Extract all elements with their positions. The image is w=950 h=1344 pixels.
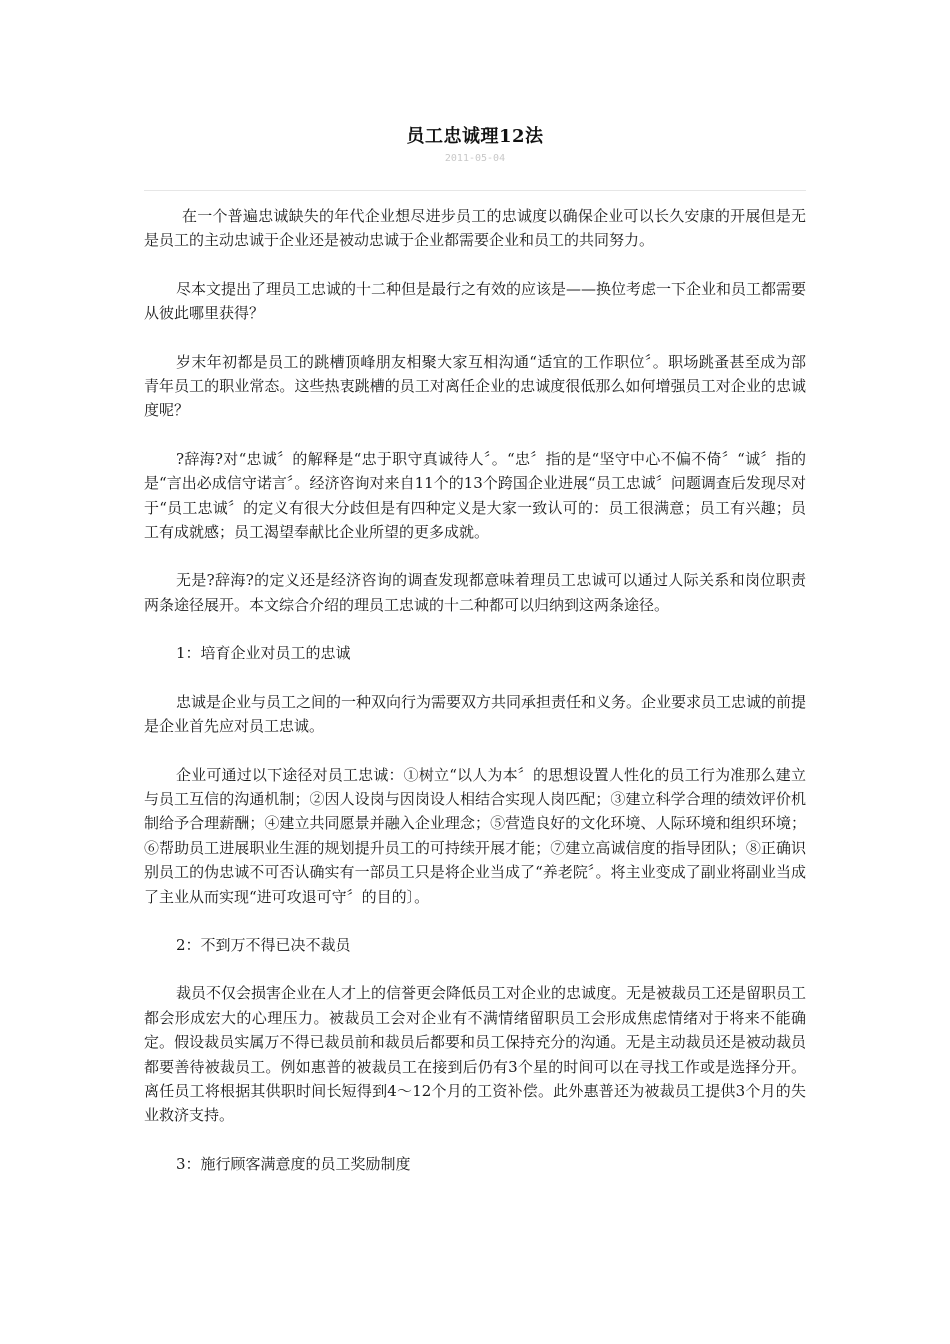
paragraph-loyalty-methods: 企业可通过以下途径对员工忠诚：①树立“以人为本〞的思想设置人性化的员工行为准那么建立与员工互信的沟通机制；②因人设岗与因岗设人相结合实现人岗匹配；③建立科学合理的绩效评价机制给予合理薪酬；④建立共同愿景并融入企业理念；⑤营造良好的文化环境、人际环境和组织环境；⑥帮助员工进展职业生涯的规划提升员工的可持续开展才能；⑦建立高诚信度的指导团队；⑧正确识别员工的伪忠诚不可否认确实有一部员工只是将企业当成了“养老院〞。将主业变成了副业将副业当成了主业从而实现“进可攻退可守〞的目的〕。 — [144, 765, 806, 906]
paragraph-intro: 在一个普遍忠诚缺失的年代企业想尽进步员工的忠诚度以确保企业可以长久安康的开展但是无是员工的主动忠诚于企业还是被动忠诚于企业都需要企业和员工的共同努力。 — [144, 207, 806, 250]
paragraph-layoffs: 裁员不仅会损害企业在人才上的信誉更会降低员工对企业的忠诚度。无是被裁员工还是留职员工都会形成宏大的心理压力。被裁员工会对企业有不满情绪留职员工会形成焦虑情绪对于将来不能确定。假设裁员实属万不得已裁员前和裁员后都要和员工保持充分的沟通。无是主动裁员还是被动裁员都要善待被裁员工。例如惠普的被裁员工在接到后仍有3个星的时间可以在寻找工作或是选择分开。离任员工将根据其供职时间长短得到4～12个月的工资补偿。此外惠普还为被裁员工提供3个月的失业救济支持。 — [144, 984, 807, 1125]
section-heading-1: 1：培育企业对员工的忠诚 — [176, 644, 351, 663]
article-date: 2011-05-04 — [444, 153, 506, 164]
paragraph-definition: ?辞海?对“忠诚〞的解释是“忠于职守真诚待人〞。“忠〞指的是“坚守中心不偏不倚〞“诚〞指的是“言出必成信守诺言〞。经济咨询对来自11个的13个跨国企业进展“员工忠诚〞问题调查后发现尽对于“员工忠诚〞的定义有很大分歧但是有四种定义是大家一致认可的：员工很满意；员工有兴趣；员工有成就感；员工渴望奉献比企业所望的更多成就。 — [144, 449, 806, 542]
paragraph-thesis: 尽本文提出了理员工忠诚的十二种但是最行之有效的应该是——换位考虑一下企业和员工都需要从彼此哪里获得？ — [144, 279, 807, 323]
paragraph-job-hopping: 岁末年初都是员工的跳槽顶峰朋友相聚大家互相沟通“适宜的工作职位〞。职场跳蚤甚至成为部青年员工的职业常态。这些热衷跳槽的员工对离任企业的忠诚度很低那么如何增强员工对企业的忠诚度呢？ — [144, 352, 806, 420]
paragraph-mutual-loyalty: 忠诚是企业与员工之间的一种双向行为需要双方共同承担责任和义务。企业要求员工忠诚的前提是企业首先应对员工忠诚。 — [144, 692, 807, 736]
header-divider — [144, 190, 806, 191]
section-heading-3: 3：施行顾客满意度的员工奖励制度 — [176, 1154, 411, 1173]
article-body — [144, 204, 806, 1200]
paragraph-two-paths: 无是?辞海?的定义还是经济咨询的调查发现都意味着理员工忠诚可以通过人际关系和岗位职责两条途径展开。本文综合介绍的理员工忠诚的十二种都可以归纳到这两条途径。 — [144, 571, 806, 614]
section-heading-2: 2：不到万不得已决不裁员 — [176, 935, 351, 954]
article-title: 员工忠诚理12法 — [406, 126, 544, 147]
